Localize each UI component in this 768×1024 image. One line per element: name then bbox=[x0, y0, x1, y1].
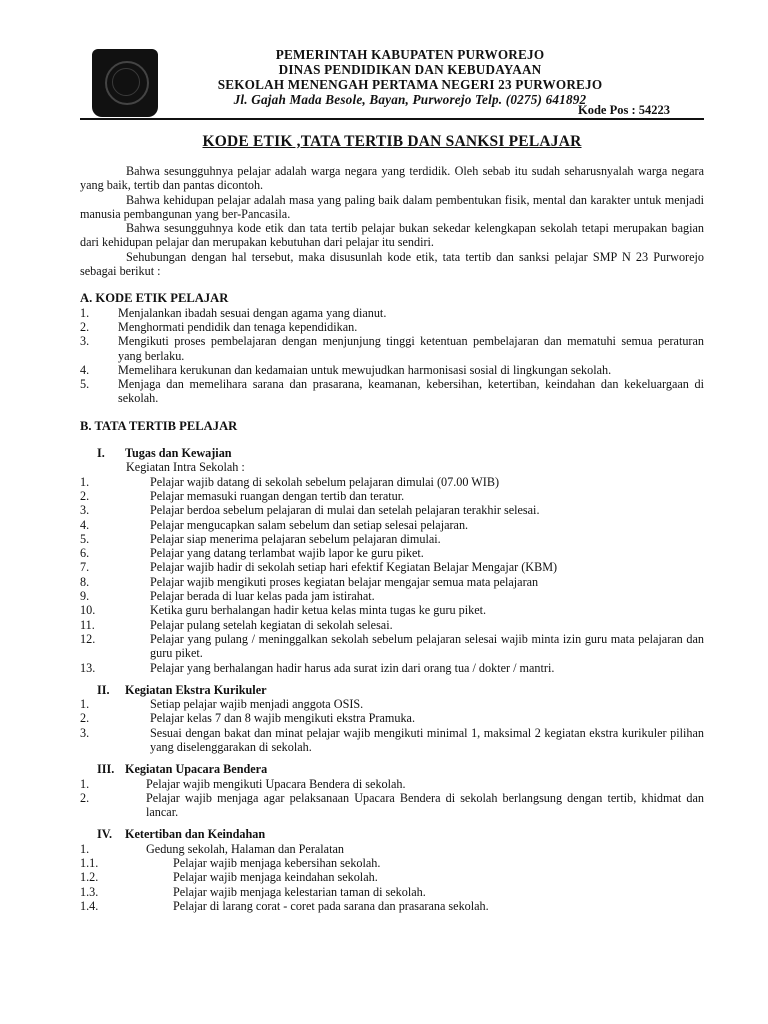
emblem-inner-ring bbox=[112, 68, 140, 96]
list-item: 3. Pelajar berdoa sebelum pelajaran di mulai dan setelah pelajaran terakhir selesai. bbox=[80, 503, 540, 518]
list-item: 1. Pelajar wajib datang di sekolah sebelum pelajaran dimulai (07.00 WIB) bbox=[80, 474, 500, 489]
letterhead-line-2: DINAS PENDIDIKAN DAN KEBUDAYAAN bbox=[278, 62, 542, 77]
list-item: 6. Pelajar yang datang terlambat wajib lapor ke guru piket. bbox=[80, 546, 424, 561]
list-item: 5. Menjaga dan memelihara sarana dan prasarana, keamanan, kebersihan, ketertiban, keindahan dan kekeluargaan di sekolah. bbox=[80, 377, 704, 406]
spacer bbox=[80, 675, 704, 683]
letterhead-address: Jl. Gajah Mada Besole, Bayan, Purworejo Telp. (0275) 641892 bbox=[233, 92, 587, 107]
spacer bbox=[80, 278, 704, 291]
list-item: 2. Pelajar kelas 7 dan 8 wajib mengikuti ekstra Pramuka. bbox=[80, 711, 416, 726]
subsection-heading: I. Tugas dan Kewajian bbox=[97, 446, 232, 461]
subsection-heading: III. Kegiatan Upacara Bendera bbox=[97, 762, 268, 777]
list-item: 8. Pelajar wajib mengikuti proses kegiatan belajar mengajar semua mata pelajaran bbox=[80, 574, 539, 589]
section-a-list bbox=[80, 306, 704, 406]
list-item: 13. Pelajar yang berhalangan hadir harus ada surat izin dari orang tua / dokter / mantri. bbox=[80, 660, 555, 675]
section-b-heading: B. TATA TERTIB PELAJAR bbox=[80, 418, 238, 433]
document-body bbox=[80, 164, 704, 913]
spacer bbox=[80, 433, 704, 446]
spacer bbox=[80, 819, 704, 827]
intro-paragraph: Bahwa kehidupan pelajar adalah masa yang paling baik dalam pembentukan fisik, mental dan karakter untuk menjadi manusia pembangunan yang ber-Pancasila. bbox=[80, 192, 704, 221]
subsection-heading: IV. Ketertiban dan Keindahan bbox=[97, 827, 266, 842]
list-item: 1.1. Pelajar wajib menjaga kebersihan sekolah. bbox=[80, 856, 381, 871]
letterhead bbox=[160, 47, 660, 107]
list-item: 10. Ketika guru berhalangan hadir ketua kelas minta tugas ke guru piket. bbox=[80, 603, 487, 618]
school-emblem-logo bbox=[92, 49, 158, 117]
list-item: 12. Pelajar yang pulang / meninggalkan sekolah sebelum pelajaran selesai wajib minta izin guru mata pelajaran dan guru piket. bbox=[80, 631, 704, 661]
list-item: 2. Pelajar memasuki ruangan dengan tertib dan teratur. bbox=[80, 488, 405, 503]
spacer bbox=[80, 406, 704, 419]
list-item: 4. Pelajar mengucapkan salam sebelum dan setiap selesai pelajaran. bbox=[80, 517, 469, 532]
list-item: 4. Memelihara kerukunan dan kedamaian untuk mewujudkan harmonisasi sosial di lingkungan sekolah. bbox=[80, 362, 612, 377]
list-item: 2. Pelajar wajib menjaga agar pelaksanaan Upacara Bendera di sekolah berlangsung dengan tertib, khidmat dan lancar. bbox=[80, 790, 704, 820]
spacer bbox=[80, 754, 704, 762]
order-beauty-list bbox=[80, 842, 704, 856]
list-item: 1. Setiap pelajar wajib menjadi anggota OSIS. bbox=[80, 697, 364, 712]
list-item: 2. Menghormati pendidik dan tenaga kependidikan. bbox=[80, 319, 358, 334]
postal-code: Kode Pos : 54223 bbox=[577, 103, 670, 117]
list-item: 3. Mengikuti proses pembelajaran dengan menjunjung tinggi ketentuan pembelajaran dan mematuhi semua peraturan yang berlaku. bbox=[80, 334, 704, 363]
extracurricular-list bbox=[80, 697, 704, 754]
intra-lead: Kegiatan Intra Sekolah : bbox=[126, 460, 245, 475]
list-item: 5. Pelajar siap menerima pelajaran sebelum pelajaran dimulai. bbox=[80, 531, 441, 546]
list-item: 9. Pelajar berada di luar kelas pada jam istirahat. bbox=[80, 589, 375, 604]
list-item: 7. Pelajar wajib hadir di sekolah setiap hari efektif Kegiatan Belajar Mengajar (KBM) bbox=[80, 560, 558, 575]
letterhead-line-3: SEKOLAH MENENGAH PERTAMA NEGERI 23 PURWOREJO bbox=[217, 77, 603, 92]
list-item: 11. Pelajar pulang setelah kegiatan di sekolah selesai. bbox=[80, 617, 393, 632]
list-item: 1. Gedung sekolah, Halaman dan Peralatan bbox=[80, 841, 344, 856]
list-item: 1. Menjalankan ibadah sesuai dengan agama yang dianut. bbox=[80, 305, 387, 320]
subsection-heading: II. Kegiatan Ekstra Kurikuler bbox=[97, 682, 267, 697]
section-a-heading: A. KODE ETIK PELAJAR bbox=[80, 291, 229, 306]
list-item: 3. Sesuai dengan bakat dan minat pelajar wajib mengikuti minimal 1, maksimal 2 kegiatan ekstra kurikuler pilihan yang diselenggarakan di sekolah. bbox=[80, 725, 704, 754]
list-item: 1.3. Pelajar wajib menjaga kelestarian taman di sekolah. bbox=[80, 884, 426, 899]
flag-ceremony-list bbox=[80, 777, 704, 820]
letterhead-divider bbox=[80, 118, 704, 120]
order-beauty-sublist bbox=[80, 856, 704, 913]
intro-paragraph: Sehubungan dengan hal tersebut, maka disusunlah kode etik, tata tertib dan sanksi pelajar SMP N 23 Purworejo sebagai berikut : bbox=[80, 249, 704, 279]
list-item: 1. Pelajar wajib mengikuti Upacara Bendera di sekolah. bbox=[80, 776, 406, 791]
list-item: 1.2. Pelajar wajib menjaga keindahan sekolah. bbox=[80, 870, 378, 885]
duties-list bbox=[80, 475, 704, 675]
intro-paragraph: Bahwa sesungguhnya kode etik dan tata tertib pelajar bukan sekedar kelengkapan sekolah tetapi merupakan bagian dari kehidupan pelajar dan merupakan kebutuhan dari pelajar itu sendiri. bbox=[80, 221, 704, 250]
intro-paragraph: Bahwa sesungguhnya pelajar adalah warga negara yang terdidik. Oleh sebab itu sudah seharusnyalah warga negara yang baik, tertib dan pantas dicontoh. bbox=[80, 164, 704, 193]
document-title: KODE ETIK ,TATA TERTIB DAN SANKSI PELAJAR bbox=[202, 133, 582, 150]
list-item: 1.4. Pelajar di larang corat - coret pada sarana dan prasarana sekolah. bbox=[80, 898, 489, 913]
letterhead-line-1: PEMERINTAH KABUPATEN PURWOREJO bbox=[275, 47, 545, 62]
